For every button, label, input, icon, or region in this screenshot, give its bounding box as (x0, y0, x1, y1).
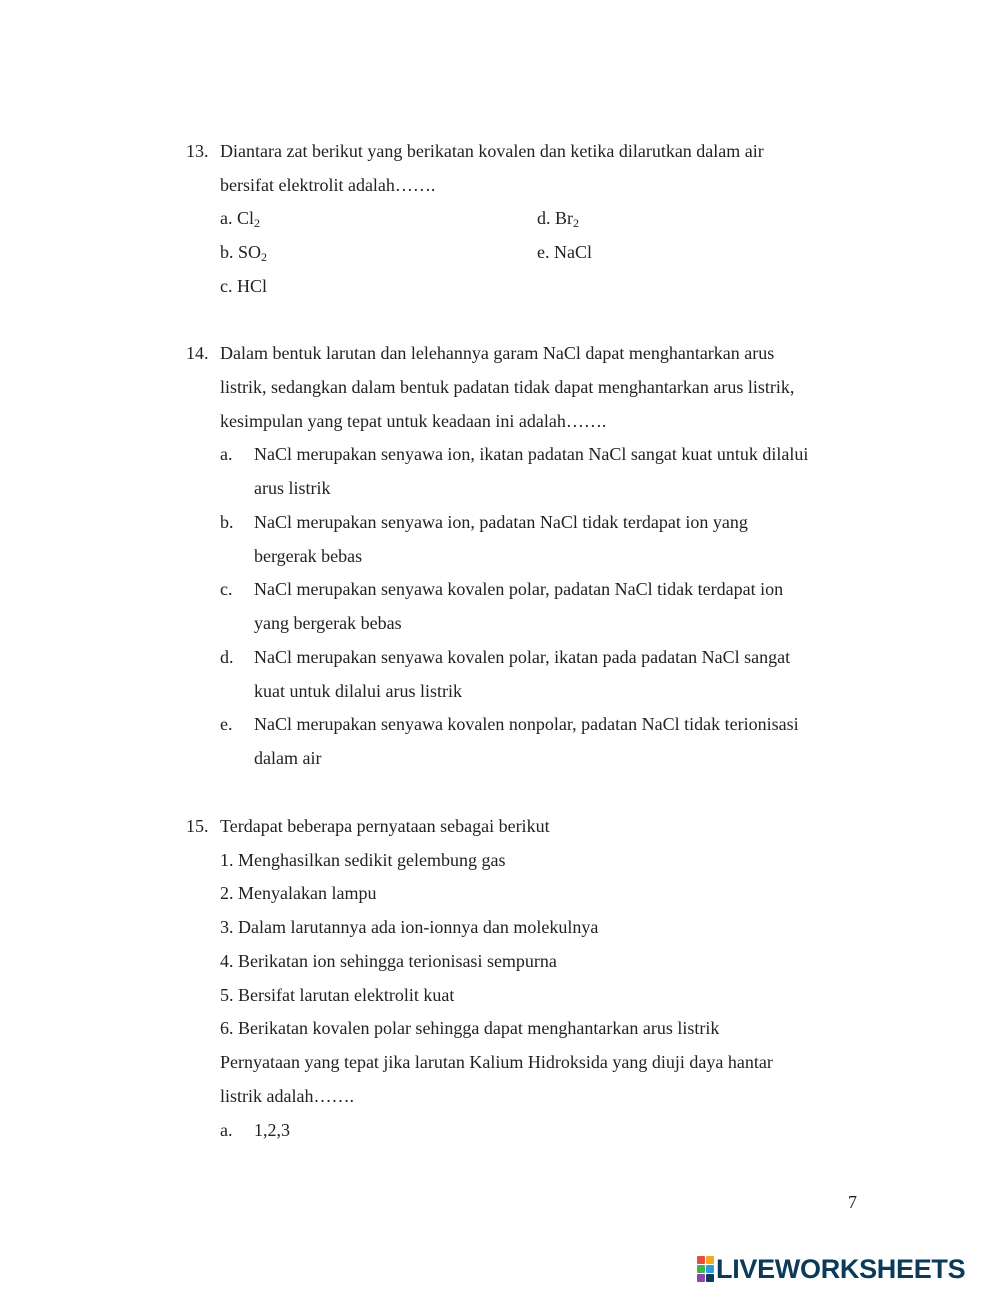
q14-option-d-letter: d. (220, 647, 234, 667)
q14-option-e-line2: dalam air (254, 748, 322, 768)
q13-option-a: a. $Cl_2$ (220, 208, 260, 230)
logo-icon-square (697, 1274, 705, 1282)
q13-option-e: e. NaCl (537, 242, 592, 262)
q15-option-a-letter: a. (220, 1120, 233, 1140)
q14-text-line1: Dalam bentuk larutan dan lelehannya garam NaCl dapat menghantarkan arus (220, 343, 775, 363)
q13-option-b: b. $SO_2$ (220, 242, 268, 264)
q13-option-d: d. $Br_2$ (537, 208, 579, 230)
logo-icon-square (706, 1265, 714, 1273)
q14-option-b-letter: b. (220, 512, 234, 532)
q14-option-b-line1: NaCl merupakan senyawa ion, padatan NaCl tidak terdapat ion yang (254, 512, 748, 532)
q14-option-c-letter: c. (220, 579, 233, 599)
q13-option-c: c. HCl (220, 276, 267, 296)
q15-intro: Terdapat beberapa pernyataan sebagai berikut (220, 816, 550, 836)
q15-statement-6: 6. Berikatan kovalen polar sehingga dapat menghantarkan arus listrik (220, 1018, 720, 1038)
logo-icon-square (697, 1265, 705, 1273)
q14-option-a-line2: arus listrik (254, 478, 331, 498)
logo-icon-square (706, 1274, 714, 1282)
q13-text-line1: Diantara zat berikut yang berikatan kovalen dan ketika dilarutkan dalam air (220, 141, 764, 161)
logo-icon-square (697, 1256, 705, 1264)
page-number: 7 (848, 1192, 857, 1212)
q14-option-b-line2: bergerak bebas (254, 546, 363, 566)
q15-statement-4: 4. Berikatan ion sehingga terionisasi sempurna (220, 951, 557, 971)
q15-option-a-text: 1,2,3 (254, 1120, 290, 1140)
q15-question-line2: listrik adalah……. (220, 1086, 354, 1106)
q14-number: 14. (186, 343, 209, 363)
liveworksheets-logo (697, 1254, 965, 1284)
q15-number: 15. (186, 816, 209, 836)
q14-option-a-line1: NaCl merupakan senyawa ion, ikatan padatan NaCl sangat kuat untuk dilalui (254, 444, 809, 464)
logo-text: LIVEWORKSHEETS (716, 1254, 966, 1284)
q14-option-e-letter: e. (220, 714, 233, 734)
q14-option-e-line1: NaCl merupakan senyawa kovalen nonpolar, padatan NaCl tidak terionisasi (254, 714, 799, 734)
q13-number: 13. (186, 141, 209, 161)
q14-text-line2: listrik, sedangkan dalam bentuk padatan tidak dapat menghantarkan arus listrik, (220, 377, 795, 397)
q13-text-line2: bersifat elektrolit adalah……. (220, 175, 436, 195)
q14-option-c-line1: NaCl merupakan senyawa kovalen polar, padatan NaCl tidak terdapat ion (254, 579, 784, 599)
q14-option-d-line2: kuat untuk dilalui arus listrik (254, 681, 462, 701)
q14-option-d-line1: NaCl merupakan senyawa kovalen polar, ikatan pada padatan NaCl sangat (254, 647, 791, 667)
q15-statement-3: 3. Dalam larutannya ada ion-ionnya dan molekulnya (220, 917, 599, 937)
liveworksheets-grid-icon (697, 1256, 714, 1282)
q15-statement-2: 2. Menyalakan lampu (220, 883, 377, 903)
q15-statement-1: 1. Menghasilkan sedikit gelembung gas (220, 850, 506, 870)
q15-question-line1: Pernyataan yang tepat jika larutan Kalium Hidroksida yang diuji daya hantar (220, 1052, 773, 1072)
q14-option-c-line2: yang bergerak bebas (254, 613, 402, 633)
q14-option-a-letter: a. (220, 444, 233, 464)
q15-statement-5: 5. Bersifat larutan elektrolit kuat (220, 985, 455, 1005)
q14-text-line3: kesimpulan yang tepat untuk keadaan ini adalah……. (220, 411, 607, 431)
logo-icon-square (706, 1256, 714, 1264)
